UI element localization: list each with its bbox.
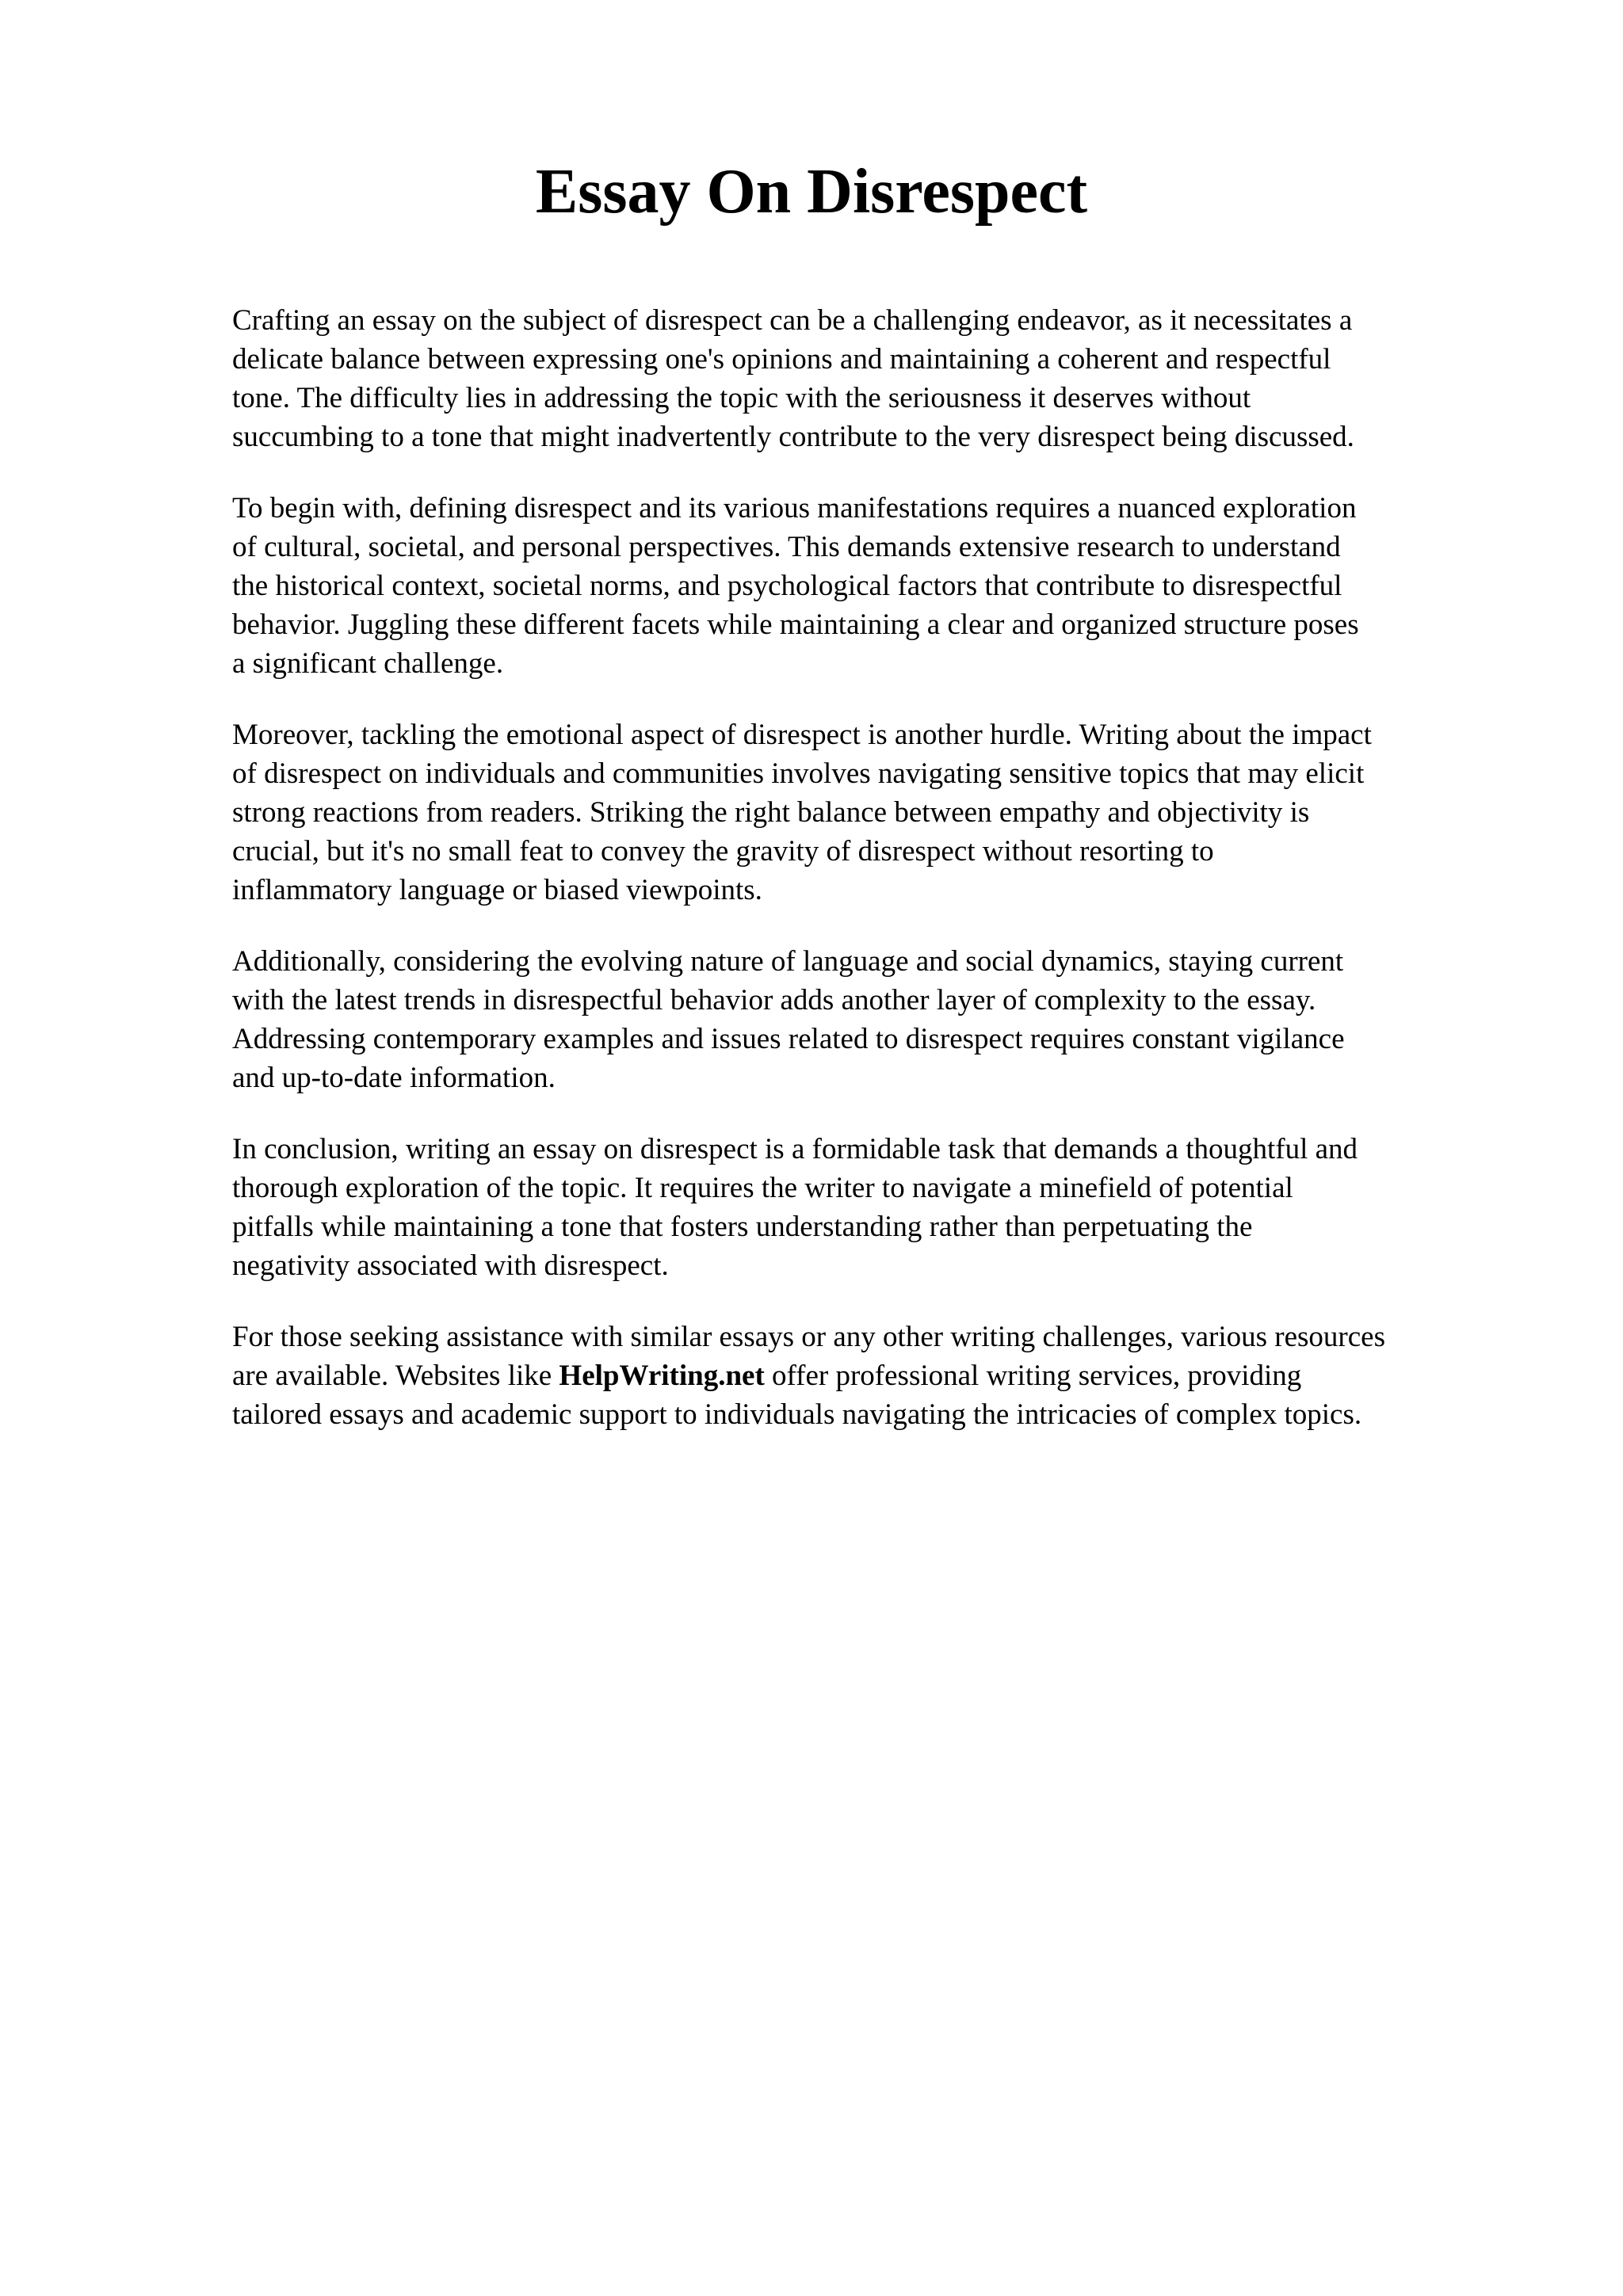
essay-body bbox=[232, 301, 1532, 1466]
resources-text-before: For those seeking assistance with similar essays or any other writing challenges, various resources are available. Websites like bbox=[232, 1321, 1385, 1392]
resources-text-after: offer professional writing services, providing tailored essays and academic support to individuals navigating the intricacies of complex topics. bbox=[232, 1360, 1362, 1431]
paragraph-definition: To begin with, defining disrespect and its various manifestations requires a nuanced exploration of cultural, societal, and personal perspectives. This demands extensive research to understand the historical context, societal norms, and psychological factors that contribute to disrespectful behavior. Juggling these different facets while maintaining a clear and organized structure poses a significant challenge. bbox=[232, 492, 1359, 680]
paragraph-resources bbox=[232, 1318, 1532, 1434]
paragraph-emotional-aspect: Moreover, tackling the emotional aspect of disrespect is another hurdle. Writing about the impact of disrespect on individuals and communities involves navigating sensitive topics that may elicit strong reactions from readers. Striking the right balance between empathy and objectivity is crucial, but it's no small feat to convey the gravity of disrespect without resorting to inflammatory language or biased viewpoints. bbox=[232, 719, 1372, 906]
page-title: Essay On Disrespect bbox=[535, 157, 1088, 227]
paragraph-intro: Crafting an essay on the subject of disrespect can be a challenging endeavor, as it necessitates a delicate balance between expressing one's opinions and maintaining a coherent and respectful tone. The difficulty lies in addressing the topic with the seriousness it deserves without succumbing to a tone that might inadvertently contribute to the very disrespect being discussed. bbox=[232, 304, 1354, 453]
paragraph-evolving-language: Additionally, considering the evolving nature of language and social dynamics, staying current with the latest trends in disrespectful behavior adds another layer of complexity to the essay. Addressing contemporary examples and issues related to disrespect requires constant vigilance and up-to-date information. bbox=[232, 945, 1345, 1094]
helpwriting-link[interactable]: HelpWriting.net bbox=[559, 1360, 765, 1392]
paragraph-conclusion: In conclusion, writing an essay on disrespect is a formidable task that demands a thoughtful and thorough exploration of the topic. It requires the writer to navigate a minefield of potential pitfalls while maintaining a tone that fosters understanding rather than perpetuating the negativity associated with disrespect. bbox=[232, 1133, 1358, 1282]
